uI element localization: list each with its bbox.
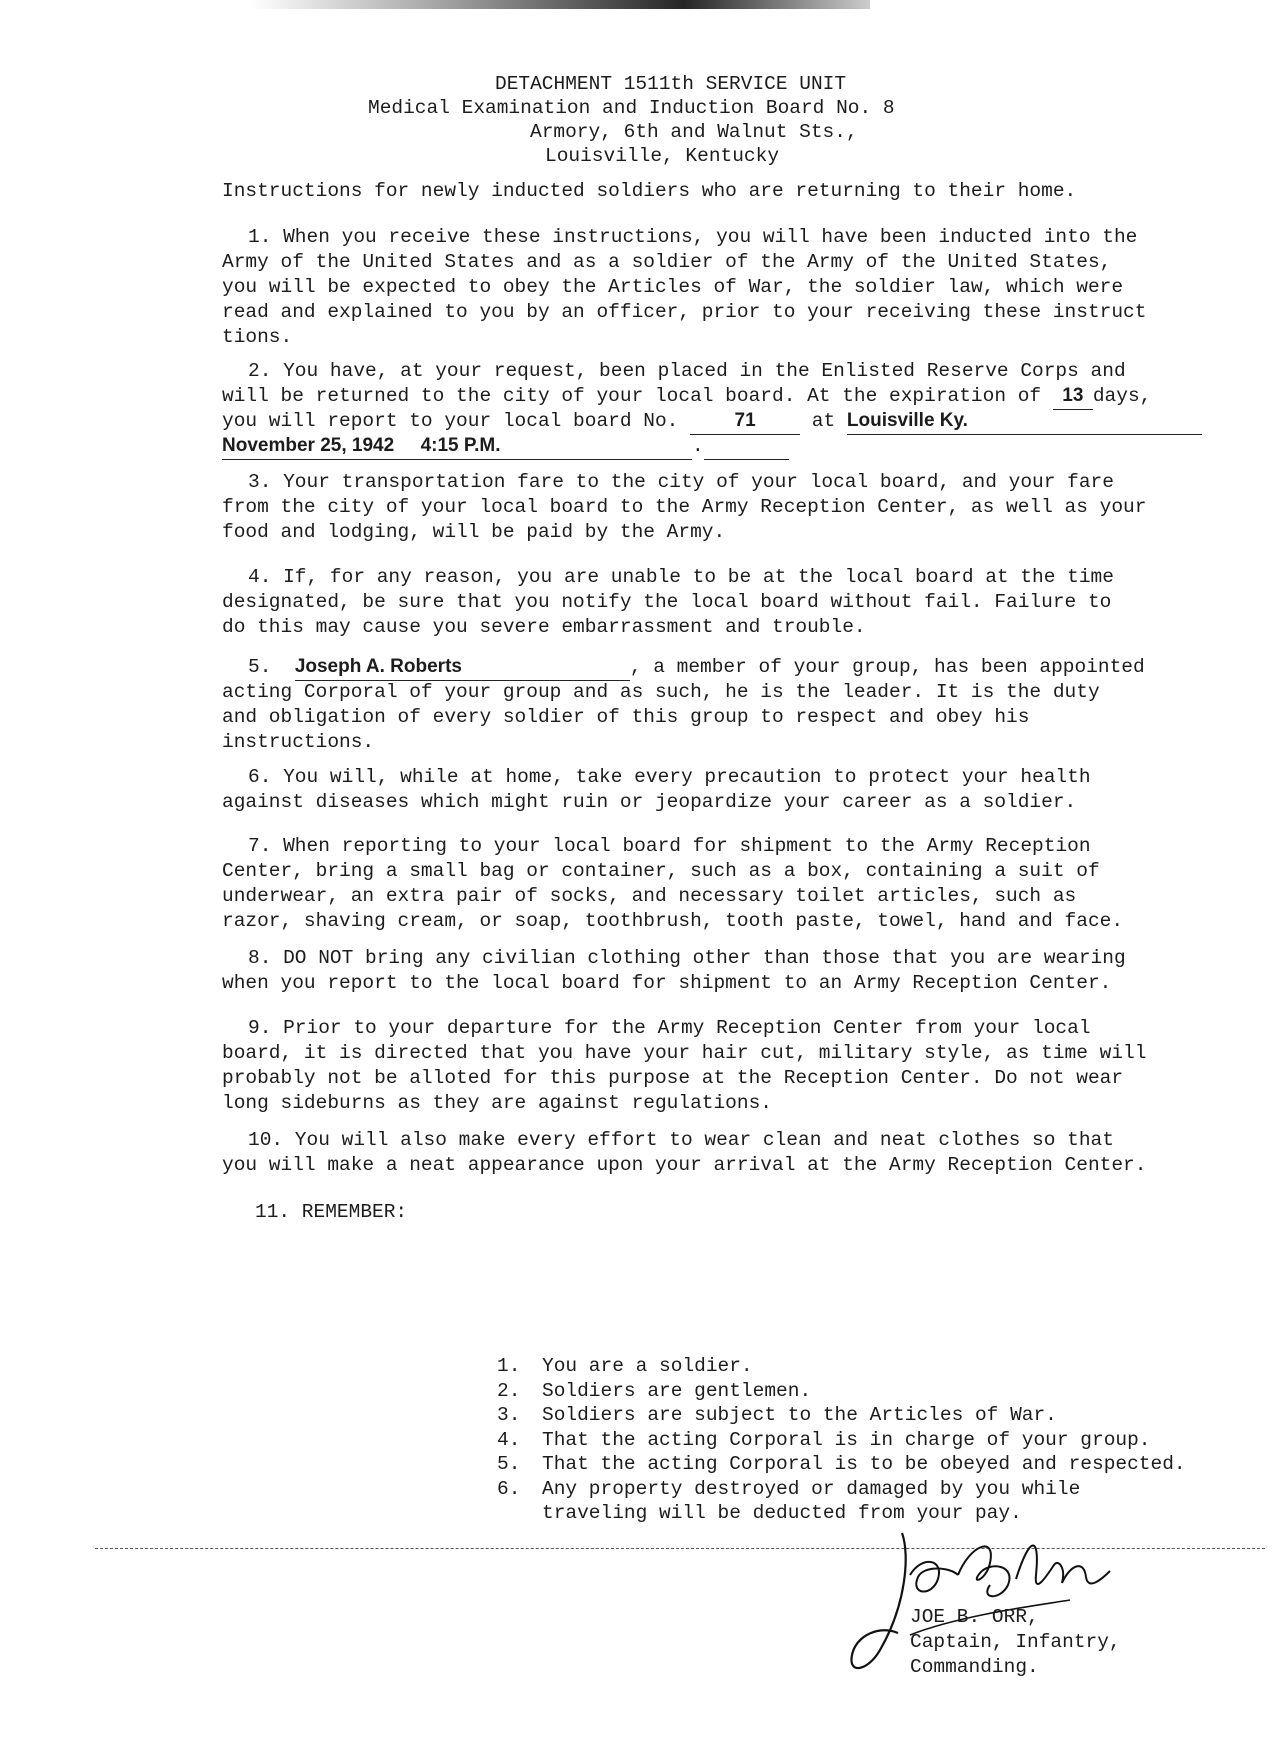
list-item (497, 1379, 1186, 1404)
header-board: Medical Examination and Induction Board No. 8 (368, 97, 895, 119)
p4-line: 4. If, for any reason, you are unable to be at the local board at the time (248, 566, 1114, 588)
header-address: Armory, 6th and Walnut Sts., (530, 121, 858, 143)
signer-rank: Captain, Infantry, (910, 1631, 1121, 1653)
p2-line: November 25, 1942 4:15 P.M. . (222, 434, 789, 460)
report-time: 4:15 P.M. (420, 435, 501, 456)
p5-line: instructions. (222, 731, 375, 753)
acting-corporal-name: Joseph A. Roberts (295, 655, 630, 681)
p2-line-text: you will report to your local board No. (222, 410, 679, 432)
p4-line: designated, be sure that you notify the local board without fail. Failure to (222, 591, 1112, 613)
p7-line: Center, bring a small bag or container, such as a box, containing a suit of (222, 860, 1100, 882)
remember-heading: 11. REMEMBER: (255, 1201, 408, 1223)
p8-line: when you report to the local board for shipment to an Army Reception Center. (222, 972, 1112, 994)
list-item (497, 1354, 1186, 1379)
p7-line: 7. When reporting to your local board for shipment to the Army Reception (248, 835, 1091, 857)
signature-block (910, 1605, 1121, 1680)
list-number: 1. (497, 1355, 521, 1377)
header-unit: DETACHMENT 1511th SERVICE UNIT (495, 73, 847, 95)
signer-role: Commanding. (910, 1656, 1039, 1678)
p5-line (248, 655, 1145, 681)
list-number: 2. (497, 1379, 521, 1402)
p9-line: board, it is directed that you have your hair cut, military style, as time will (222, 1042, 1147, 1064)
p5-line-text: , a member of your group, has been appointed (629, 656, 1145, 678)
p9-line: long sideburns as they are against regulations. (222, 1092, 772, 1114)
list-text: That the acting Corporal is in charge of your group. (542, 1428, 1151, 1451)
p4-line: do this may cause you severe embarrassment and trouble. (222, 616, 866, 638)
p3-line: from the city of your local board to the Army Reception Center, as well as your (222, 496, 1147, 518)
list-number: 4. (497, 1428, 521, 1451)
p1-line: tions. (222, 326, 293, 348)
p2-line (222, 409, 1202, 435)
header-city: Louisville, Kentucky (545, 145, 780, 167)
list-item (497, 1403, 1186, 1428)
list-text: traveling will be deducted from your pay. (542, 1502, 1022, 1524)
p2-line (222, 384, 1151, 410)
p5-line: and obligation of every soldier of this group to respect and obey his (222, 706, 1030, 728)
list-text: You are a soldier. (542, 1355, 753, 1377)
list-item (497, 1428, 1186, 1453)
scan-edge-artifact (250, 0, 870, 9)
p5-number: 5. (248, 656, 272, 678)
p3-line: food and lodging, will be paid by the Army. (222, 521, 726, 543)
p3-line: 3. Your transportation fare to the city of your local board, and your fare (248, 471, 1114, 493)
p7-line: underwear, an extra pair of socks, and necessary toilet articles, such as (222, 885, 1077, 907)
p2-line: 2. You have, at your request, been placed in the Enlisted Reserve Corps and (248, 360, 1126, 382)
p7-line: razor, shaving cream, or soap, toothbrush, tooth paste, towel, hand and face. (222, 910, 1124, 932)
p6-line: against diseases which might ruin or jeopardize your career as a soldier. (222, 791, 1077, 813)
list-item (497, 1452, 1186, 1477)
list-number: 6. (497, 1477, 521, 1500)
list-text: Soldiers are gentlemen. (542, 1379, 812, 1402)
p6-line: 6. You will, while at home, take every precaution to protect your health (248, 766, 1091, 788)
p2-days-label: days, (1092, 385, 1152, 407)
days-value: 13 (1053, 384, 1093, 410)
p9-line: 9. Prior to your departure for the Army Reception Center from your local (248, 1017, 1091, 1039)
list-text: That the acting Corporal is to be obeyed and respected. (542, 1453, 1186, 1475)
p9-line: probably not be alloted for this purpose at the Reception Center. Do not wear (222, 1067, 1124, 1089)
report-location: Louisville Ky. (847, 409, 1202, 435)
remember-list (497, 1354, 1186, 1526)
p1-line: read and explained to you by an officer, prior to your receiving these instruct (222, 301, 1147, 323)
p10-line: 10. You will also make every effort to wear clean and neat clothes so that (248, 1129, 1114, 1151)
p1-line: you will be expected to obey the Articles of War, the soldier law, which were (222, 276, 1124, 298)
board-number: 71 (690, 409, 800, 435)
p5-line: acting Corporal of your group and as such, he is the leader. It is the duty (222, 681, 1100, 703)
list-number (497, 1501, 542, 1526)
p1-line: 1. When you receive these instructions, you will have been inducted into the (248, 226, 1138, 248)
list-item (497, 1477, 1186, 1502)
p2-line-text: will be returned to the city of your local board. At the expiration of (222, 385, 1053, 407)
list-text: Soldiers are subject to the Articles of War. (542, 1404, 1057, 1426)
p8-line: 8. DO NOT bring any civilian clothing other than those that you are wearing (248, 947, 1126, 969)
p2-at-label: at (811, 410, 836, 432)
report-date: November 25, 1942 (222, 435, 395, 456)
list-number: 3. (497, 1404, 521, 1426)
document-header (0, 72, 1275, 168)
p1-line: Army of the United States and as a soldier of the Army of the United States, (222, 251, 1112, 273)
p10-line: you will make a neat appearance upon your arrival at the Army Reception Center. (222, 1154, 1147, 1176)
report-datetime (222, 434, 692, 460)
signer-name: JOE B. ORR, (910, 1606, 1039, 1628)
list-text: Any property destroyed or damaged by you while (542, 1477, 1081, 1500)
list-number: 5. (497, 1453, 521, 1475)
intro-line: Instructions for newly inducted soldiers who are returning to their home. (222, 180, 1077, 202)
